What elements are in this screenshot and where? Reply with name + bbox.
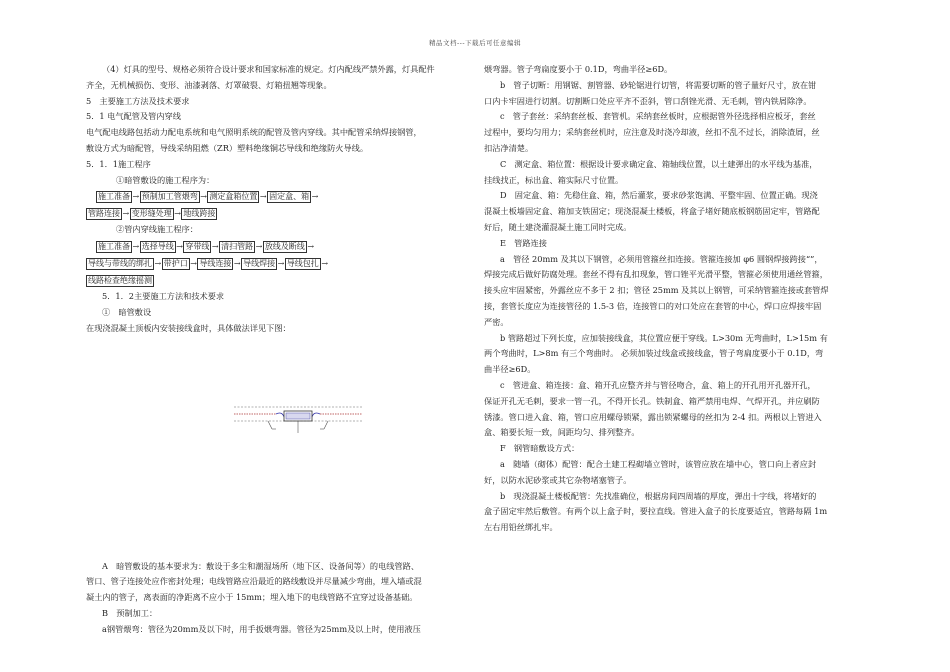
arrow-right-icon: → <box>255 242 263 252</box>
arrow-right-icon: → <box>321 259 329 269</box>
text-line: 扣沾净清楚。 <box>484 142 534 153</box>
text-line: 锈漆。管口进入盒、箱，管口应用螺母锁紧，露出锁紧螺母的丝扣为 2-4 扣。两根以上管进入 <box>484 411 822 422</box>
text-line: 焊接完成后做好防腐处理。套丝不得有乱扣现象，管口锉平光滑平整，管箍必须使用通丝管箍， <box>484 269 828 280</box>
arrow-right-icon: → <box>132 192 140 202</box>
text-line: a 管径 20mm 及其以下钢管，必须用管箍丝扣连接。管箍连接加 φ6 圆钢焊接跨接“”， <box>500 253 823 264</box>
text-line: C 测定盒、箱位置：根据设计要求确定盒、箱轴线位置，以土建弹出的水平线为基准， <box>500 158 818 169</box>
text-line: 盒、箱要长短一致，间距均匀、排列整齐。 <box>484 427 640 438</box>
flow-step: 导线焊接 <box>243 259 276 269</box>
flow-step: 线路检查绝缘摇测 <box>88 276 152 286</box>
flow-step: 测定盒箱位置 <box>209 192 258 202</box>
text-line: c 管子套丝：采纳套丝板、套管机。采纳套丝板时，应根据管外径选择相应板牙，套丝 <box>500 111 816 122</box>
section-heading: 5．1．1施工程序 <box>86 158 151 169</box>
text-line: 盒子固定牢然后敷管。有两个以上盒子时，要拉直线。管进入盒子的长度要适宜，管路每隔 1m <box>484 506 828 517</box>
text-line: 严密。 <box>484 316 509 327</box>
text-line: 过程中，要均匀用力；采纳套丝机时，应注意及时浇冷却液，丝扣不乱不过长，消除渣屑，丝 <box>484 127 820 138</box>
text-line: 在现浇混凝土顶板内安装接线盒时，具体做法详见下图： <box>86 322 291 333</box>
text-line: A 暗管敷设的基本要求为：敷设于多尘和潮湿场所（地下区、设备间等）的电线管路、 <box>102 560 420 571</box>
flow-step: 选择导线 <box>141 242 174 252</box>
flow-step: 清扫管路 <box>221 242 254 252</box>
text-line: 好后，随土建浇灌混凝土施工同时完成。 <box>484 221 632 232</box>
text-line: （4）灯具的型号、规格必须符合设计要求和国家标准的规定。灯内配线严禁外露，灯具配件 <box>102 64 435 74</box>
flow-step: 放线及断线 <box>264 242 305 252</box>
text-line: 曲半径≥6D。 <box>484 364 536 375</box>
text-line: 保证开孔无毛刺，要求一管一孔，不得开长孔。铁制盒、箱严禁用电焊、气焊开孔，并应刷防 <box>484 395 820 406</box>
section-heading: 5．1 电气配管及管内穿线 <box>86 111 181 122</box>
text-line: b 管子切断：用钢锯、割管器、砂轮锯进行切管，将需要切断的管子量好尺寸，放在钳 <box>500 79 817 90</box>
flow-step: 地线跨接 <box>183 209 216 219</box>
text-line: 挂线找正，标出盒、箱实际尺寸位置。 <box>484 174 624 185</box>
section-heading: F 钢管暗敷设方式： <box>500 443 580 454</box>
section-heading: 5 主要施工方法及技术要求 <box>86 95 190 106</box>
text-line: c 管进盒、箱连接：盒、箱开孔应整齐并与管径吻合，盒、箱上的开孔用开孔器开孔， <box>500 379 816 390</box>
section-heading: 5．1．2主要施工方法和技术要求 <box>102 291 225 302</box>
flow-step: 导线连接 <box>199 259 232 269</box>
text-line: 口内卡牢固进行切割。切割断口处应平齐不歪斜，管口刮锉光滑、无毛刺，管内铁屑除净。 <box>484 95 812 106</box>
text-line: ②管内穿线施工程序： <box>116 224 198 235</box>
text-line: 混凝土板墙固定盒、箱加支铁固定；现浇混凝土楼板，将盒子堵好随底板钢筋固定牢，管路配 <box>484 206 820 217</box>
flow-row-1 <box>86 188 470 205</box>
arrow-right-icon: → <box>132 242 140 252</box>
flow-row-5 <box>86 272 470 289</box>
arrow-right-icon: → <box>122 209 130 219</box>
junction-box-drawing <box>232 399 364 437</box>
text-line: 凝土内的管子，离表面的净距离不应小于 15mm；埋入地下的电线管路不宜穿过设备基础。 <box>86 592 418 603</box>
text-line: 左右用铅丝绑扎牢。 <box>484 522 558 533</box>
text-line: b 管路超过下列长度，应加装接线盒，其位置应便于穿线。L>30m 无弯曲时，L>15m 有 <box>500 332 828 343</box>
text-line: 两个弯曲时，L>8m 有三个弯曲时。 必须加装过线盒或接线盒，管子弯扁度要小于 0.1D，弯 <box>484 348 824 359</box>
flow-row-4 <box>86 255 470 272</box>
text-line: a 随墙（砌体）配管：配合土建工程砌墙立管时，该管应放在墙中心，管口向上者应封 <box>500 458 817 469</box>
text-line: b 现浇混凝土楼板配管：先找准确位，根据房间四周墙的厚度，弹出十字线，将堵好的 <box>500 490 817 501</box>
flow-step: 穿带线 <box>185 242 210 252</box>
page-header: 精品文档---下载后可任意编辑 <box>428 39 522 47</box>
flow-row-2 <box>86 205 470 222</box>
text-line: 接头应牢固紧密，外露丝应不多于 2 扣；管径 25mm 及其以上钢管，可采纳管箍连接或套管焊 <box>484 285 829 296</box>
arrow-right-icon: → <box>311 192 319 202</box>
flow-step: 带护口 <box>163 259 188 269</box>
junction-box-diagram <box>232 399 364 437</box>
text-line: 煨弯器。管子弯扁度要小于 0.1D，弯曲半径≥6D。 <box>484 64 673 74</box>
flow-step: 变形缝处理 <box>131 209 172 219</box>
arrow-right-icon: → <box>200 192 207 202</box>
text-line: ① 暗管敷设 <box>102 306 152 317</box>
left-column <box>86 62 470 638</box>
text-line: 齐全，无机械损伤、变形、油漆剥落、灯罩破裂、灯箱扭翘等现象。 <box>86 79 332 90</box>
arrow-right-icon: → <box>154 259 162 269</box>
arrow-right-icon: → <box>307 242 315 252</box>
flow-step: 管路连接 <box>88 209 120 219</box>
flow-step: 导线与带线的绑扎 <box>88 259 152 269</box>
text-line: 好，以防水泥砂浆或其它杂物堵塞管子。 <box>484 474 632 485</box>
text-line: B 预制加工： <box>102 607 158 618</box>
arrow-right-icon: → <box>211 242 219 252</box>
arrow-right-icon: → <box>174 209 181 219</box>
flow-step: 固定盒、箱 <box>269 192 310 202</box>
arrow-right-icon: → <box>176 242 183 252</box>
text-line: 管口、管子连接处应作密封处理；电线管路应沿最近的路线敷设并尽量减少弯曲，埋入墙或混 <box>86 576 422 587</box>
arrow-right-icon: → <box>277 259 285 269</box>
arrow-right-icon: → <box>190 259 197 269</box>
right-column <box>484 62 874 536</box>
arrow-right-icon: → <box>233 259 241 269</box>
flow-step: 导线包扎 <box>286 259 319 269</box>
flow-row-3 <box>86 238 470 255</box>
arrow-right-icon: → <box>259 192 267 202</box>
text-line: 接，套管长度应为连接管径的 1.5-3 倍，连接管口的对口处应在套管的中心，焊口应焊接牢固 <box>484 300 822 311</box>
blank-space <box>86 437 470 559</box>
text-line: 敷设方式为暗配管，导线采纳阻燃（ZR）塑料绝缘铜芯导线和绝缘防火导线。 <box>86 142 369 153</box>
text-line: ①暗管敷设的施工程序为： <box>116 174 215 185</box>
flow-step: 施工准备 <box>98 192 130 202</box>
text-line: a钢管煨弯：管径为20mm及以下时，用手扳煨弯器。管径为25mm及以上时，使用液压 <box>102 623 421 634</box>
flow-step: 施工准备 <box>98 242 130 252</box>
text-line: 电气配电线路包括动力配电系统和电气照明系统的配管及管内穿线。其中配管采纳焊接钢管， <box>86 127 422 138</box>
text-line: D 固定盒、箱：先稳住盒、箱，然后灌浆，要求砂浆饱满、平整牢固、位置正确。现浇 <box>500 190 818 201</box>
section-heading: E 管路连接 <box>500 237 547 248</box>
flow-step: 预制加工管煨弯 <box>141 192 198 202</box>
